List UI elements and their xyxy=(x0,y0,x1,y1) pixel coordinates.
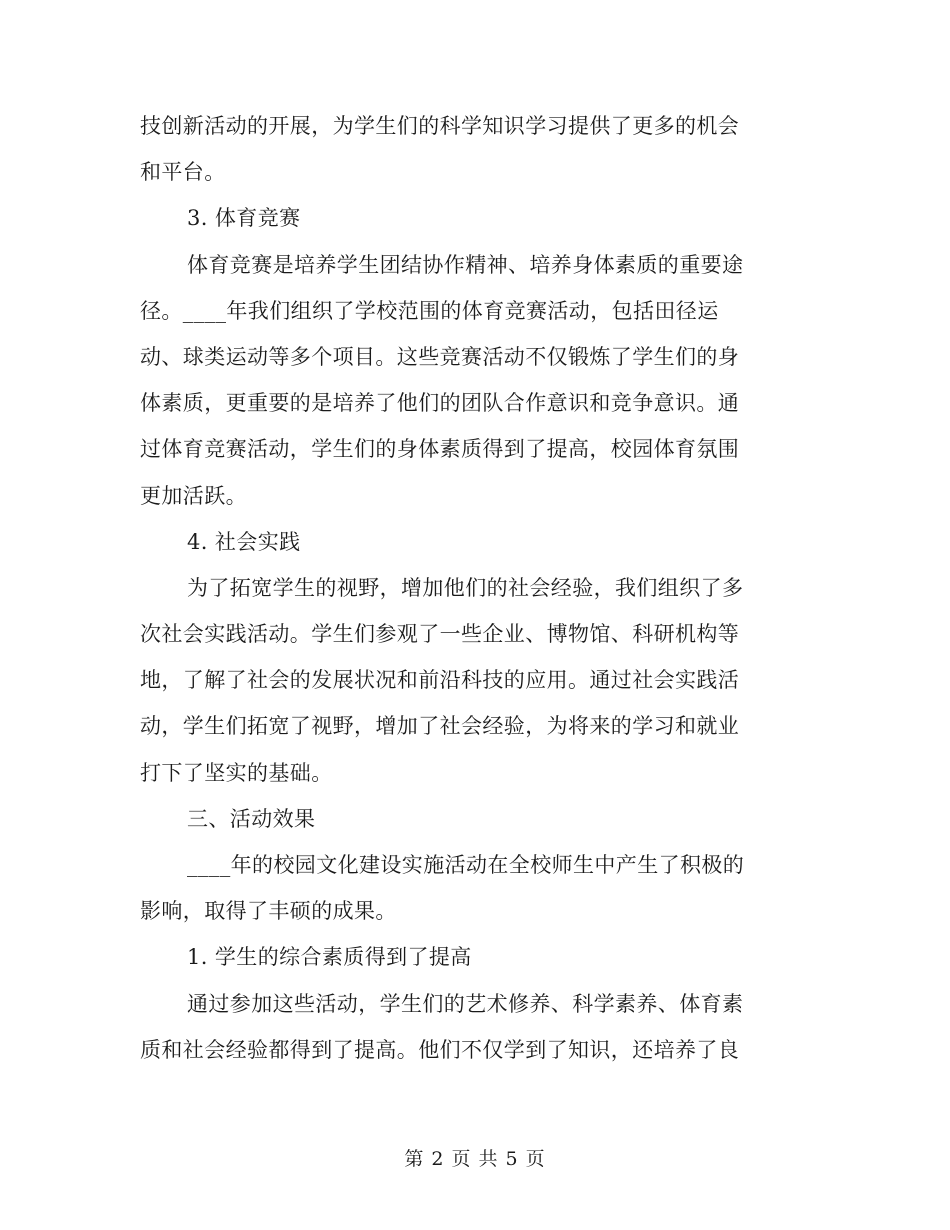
text-line: 为了拓宽学生的视野，增加他们的社会经验，我们组织了多 xyxy=(187,575,744,600)
text-line: 更加活跃。 xyxy=(140,483,247,508)
text-line: 体育竞赛是培养学生团结协作精神、培养身体素质的重要途 xyxy=(187,252,744,277)
text-line: 技创新活动的开展，为学生们的科学知识学习提供了更多的机会 xyxy=(140,114,740,138)
document-body xyxy=(140,103,805,1073)
section-heading-student-quality: 1. 学生的综合素质得到了提高 xyxy=(187,945,472,970)
text-line: 地，了解了社会的发展状况和前沿科技的应用。通过社会实践活 xyxy=(140,668,740,693)
text-line: ____年的校园文化建设实施活动在全校师生中产生了积极的 xyxy=(187,853,745,877)
text-line: 和平台。 xyxy=(140,160,226,185)
text-line: 过体育竞赛活动，学生们的身体素质得到了提高，校园体育氛围 xyxy=(140,437,740,462)
page-number-footer: 第 2 页 共 5 页 xyxy=(404,1148,546,1170)
text-line: 次社会实践活动。学生们参观了一些企业、博物馆、科研机构等 xyxy=(140,622,740,647)
text-line: 质和社会经验都得到了提高。他们不仅学到了知识，还培养了良 xyxy=(140,1037,740,1062)
section-heading-sports-competition: 3. 体育竞赛 xyxy=(187,206,301,231)
text-line: 通过参加这些活动，学生们的艺术修养、科学素养、体育素 xyxy=(187,991,744,1016)
text-line: 打下了坚实的基础。 xyxy=(140,760,333,785)
text-line: 径。____年我们组织了学校范围的体育竞赛活动，包括田径运 xyxy=(140,298,719,323)
text-line: 影响，取得了丰硕的成果。 xyxy=(140,899,397,924)
section-heading-activity-results: 三、活动效果 xyxy=(187,806,316,831)
text-line: 动，学生们拓宽了视野，增加了社会经验，为将来的学习和就业 xyxy=(140,714,740,739)
section-heading-social-practice: 4. 社会实践 xyxy=(187,529,301,554)
text-line: 体素质，更重要的是培养了他们的团队合作意识和竞争意识。通 xyxy=(140,391,740,416)
text-line: 动、球类运动等多个项目。这些竞赛活动不仅锻炼了学生们的身 xyxy=(140,344,740,369)
